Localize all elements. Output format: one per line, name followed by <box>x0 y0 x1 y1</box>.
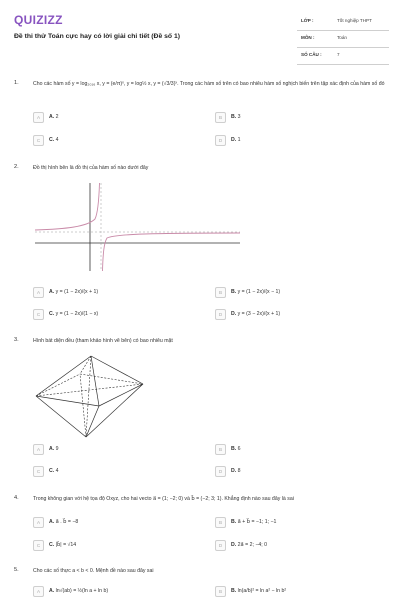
option-key: C. <box>49 137 55 143</box>
question-text: Trong không gian với hệ tọa độ Oxyz, cho hai vecto a⃗ = (1; −2; 0) và b⃗ = (−2; 3; 1). Khẳng định nào sau đây là sai <box>33 496 294 502</box>
option-key: B. <box>231 519 237 525</box>
question-number: 3. <box>14 337 19 343</box>
curve-right-branch <box>103 233 241 271</box>
option-text: 4 <box>55 137 59 143</box>
meta-row-question-count <box>297 48 389 65</box>
option-letter-box: D <box>215 466 226 477</box>
hidden-edge <box>80 374 86 437</box>
option-text: ln(a/b)² = ln a² − ln b² <box>237 588 287 594</box>
meta-row-grade <box>297 14 389 31</box>
option-text: a⃗ . b⃗ = −8 <box>55 519 79 525</box>
meta-value: 7 <box>337 52 340 57</box>
option-text: y = (1 − 2x)/(x + 1) <box>55 289 99 295</box>
option-text: 3 <box>237 114 241 120</box>
question-number: 5. <box>14 567 19 573</box>
option-key: D. <box>231 137 237 143</box>
option-letter-box: B <box>215 444 226 455</box>
option-letter-box: D <box>215 135 226 146</box>
octahedron-figure <box>35 354 145 439</box>
meta-row-subject <box>297 31 389 48</box>
option-letter-box: A <box>33 112 44 123</box>
option-key: C. <box>49 542 55 548</box>
option-letter-box: B <box>215 112 226 123</box>
page-title: Đề thi thử Toán cực hay có lời giải chi tiết (Đề số 1) <box>14 33 180 40</box>
meta-label: MÔN : <box>301 35 315 40</box>
option-key: A. <box>49 446 55 452</box>
question-number: 4. <box>14 495 19 501</box>
meta-table <box>297 14 389 65</box>
edge <box>86 406 99 437</box>
option-key: C. <box>49 311 55 317</box>
question-number: 2. <box>14 164 19 170</box>
worksheet-header <box>0 0 400 62</box>
edge <box>86 384 143 437</box>
option-letter-box: C <box>33 135 44 146</box>
option-key: A. <box>49 588 55 594</box>
option-key: B. <box>231 446 237 452</box>
option-key: C. <box>49 468 55 474</box>
edge <box>91 356 99 406</box>
hidden-edge <box>36 374 80 396</box>
option-text: 2 <box>55 114 59 120</box>
option-key: B. <box>231 289 237 295</box>
option-key: D. <box>231 311 237 317</box>
option-text: 2a⃗ = 2; −4; 0 <box>237 542 268 548</box>
option-text: 9 <box>55 446 59 452</box>
option-letter-box: B <box>215 517 226 528</box>
meta-value: Toán <box>337 35 347 40</box>
option-text: |b⃗| = √14 <box>55 542 77 548</box>
option-key: A. <box>49 289 55 295</box>
option-letter-box: A <box>33 586 44 597</box>
option-text: 6 <box>237 446 241 452</box>
hidden-edge <box>86 356 91 437</box>
edge <box>36 396 99 406</box>
option-text: y = (3 − 2x)/(x + 1) <box>237 311 281 317</box>
question-text: Đồ thị hình bên là đồ thị của hàm số nào dưới đây <box>33 165 149 171</box>
option-text: 4 <box>55 468 59 474</box>
option-text: ln√(ab) = ½(ln a + ln b) <box>55 588 109 594</box>
hidden-edge <box>80 356 91 374</box>
meta-label: SỐ CÂU : <box>301 52 322 57</box>
option-letter-box: A <box>33 517 44 528</box>
question-text: Hình bát diện đều (tham khảo hình vẽ bên) có bao nhiêu mặt <box>33 338 173 344</box>
option-letter-box: C <box>33 540 44 551</box>
option-key: D. <box>231 468 237 474</box>
option-key: B. <box>231 588 237 594</box>
edge <box>99 384 143 406</box>
option-text: y = (1 − 2x)/(1 − x) <box>55 311 99 317</box>
option-text: 8 <box>237 468 241 474</box>
option-letter-box: D <box>215 309 226 320</box>
option-text: a⃗ + b⃗ = −1; 1; −1 <box>237 519 277 525</box>
edge <box>91 356 143 384</box>
edge <box>36 396 86 437</box>
option-letter-box: B <box>215 586 226 597</box>
option-letter-box: B <box>215 287 226 298</box>
option-text: y = (1 − 2x)/(x − 1) <box>237 289 281 295</box>
option-key: D. <box>231 542 237 548</box>
option-text: 1 <box>237 137 241 143</box>
option-key: B. <box>231 114 237 120</box>
option-letter-box: A <box>33 444 44 455</box>
option-key: A. <box>49 519 55 525</box>
question-number: 1. <box>14 80 19 86</box>
option-letter-box: D <box>215 540 226 551</box>
question-text: Cho các số thực a < b < 0. Mệnh đề nào sau đây sai <box>33 568 154 574</box>
quizizz-logo: QUIZIZZ <box>14 13 63 27</box>
hyperbola-graph <box>35 183 240 271</box>
option-key: A. <box>49 114 55 120</box>
option-letter-box: C <box>33 466 44 477</box>
edge <box>36 356 91 396</box>
hidden-edge <box>36 384 143 396</box>
meta-value: Tốt nghiệp THPT <box>337 18 372 23</box>
question-text: Cho các hàm số y = log₂₀₁₆ x, y = (e/π)ˣ, y = log½ x, y = (√3/3)ˣ. Trong các hàm số trên có bao nhiêu hàm số nghịch biến trên tập xác định của hàm số đó <box>33 81 385 87</box>
meta-label: LỚP : <box>301 18 314 23</box>
option-letter-box: C <box>33 309 44 320</box>
option-letter-box: A <box>33 287 44 298</box>
